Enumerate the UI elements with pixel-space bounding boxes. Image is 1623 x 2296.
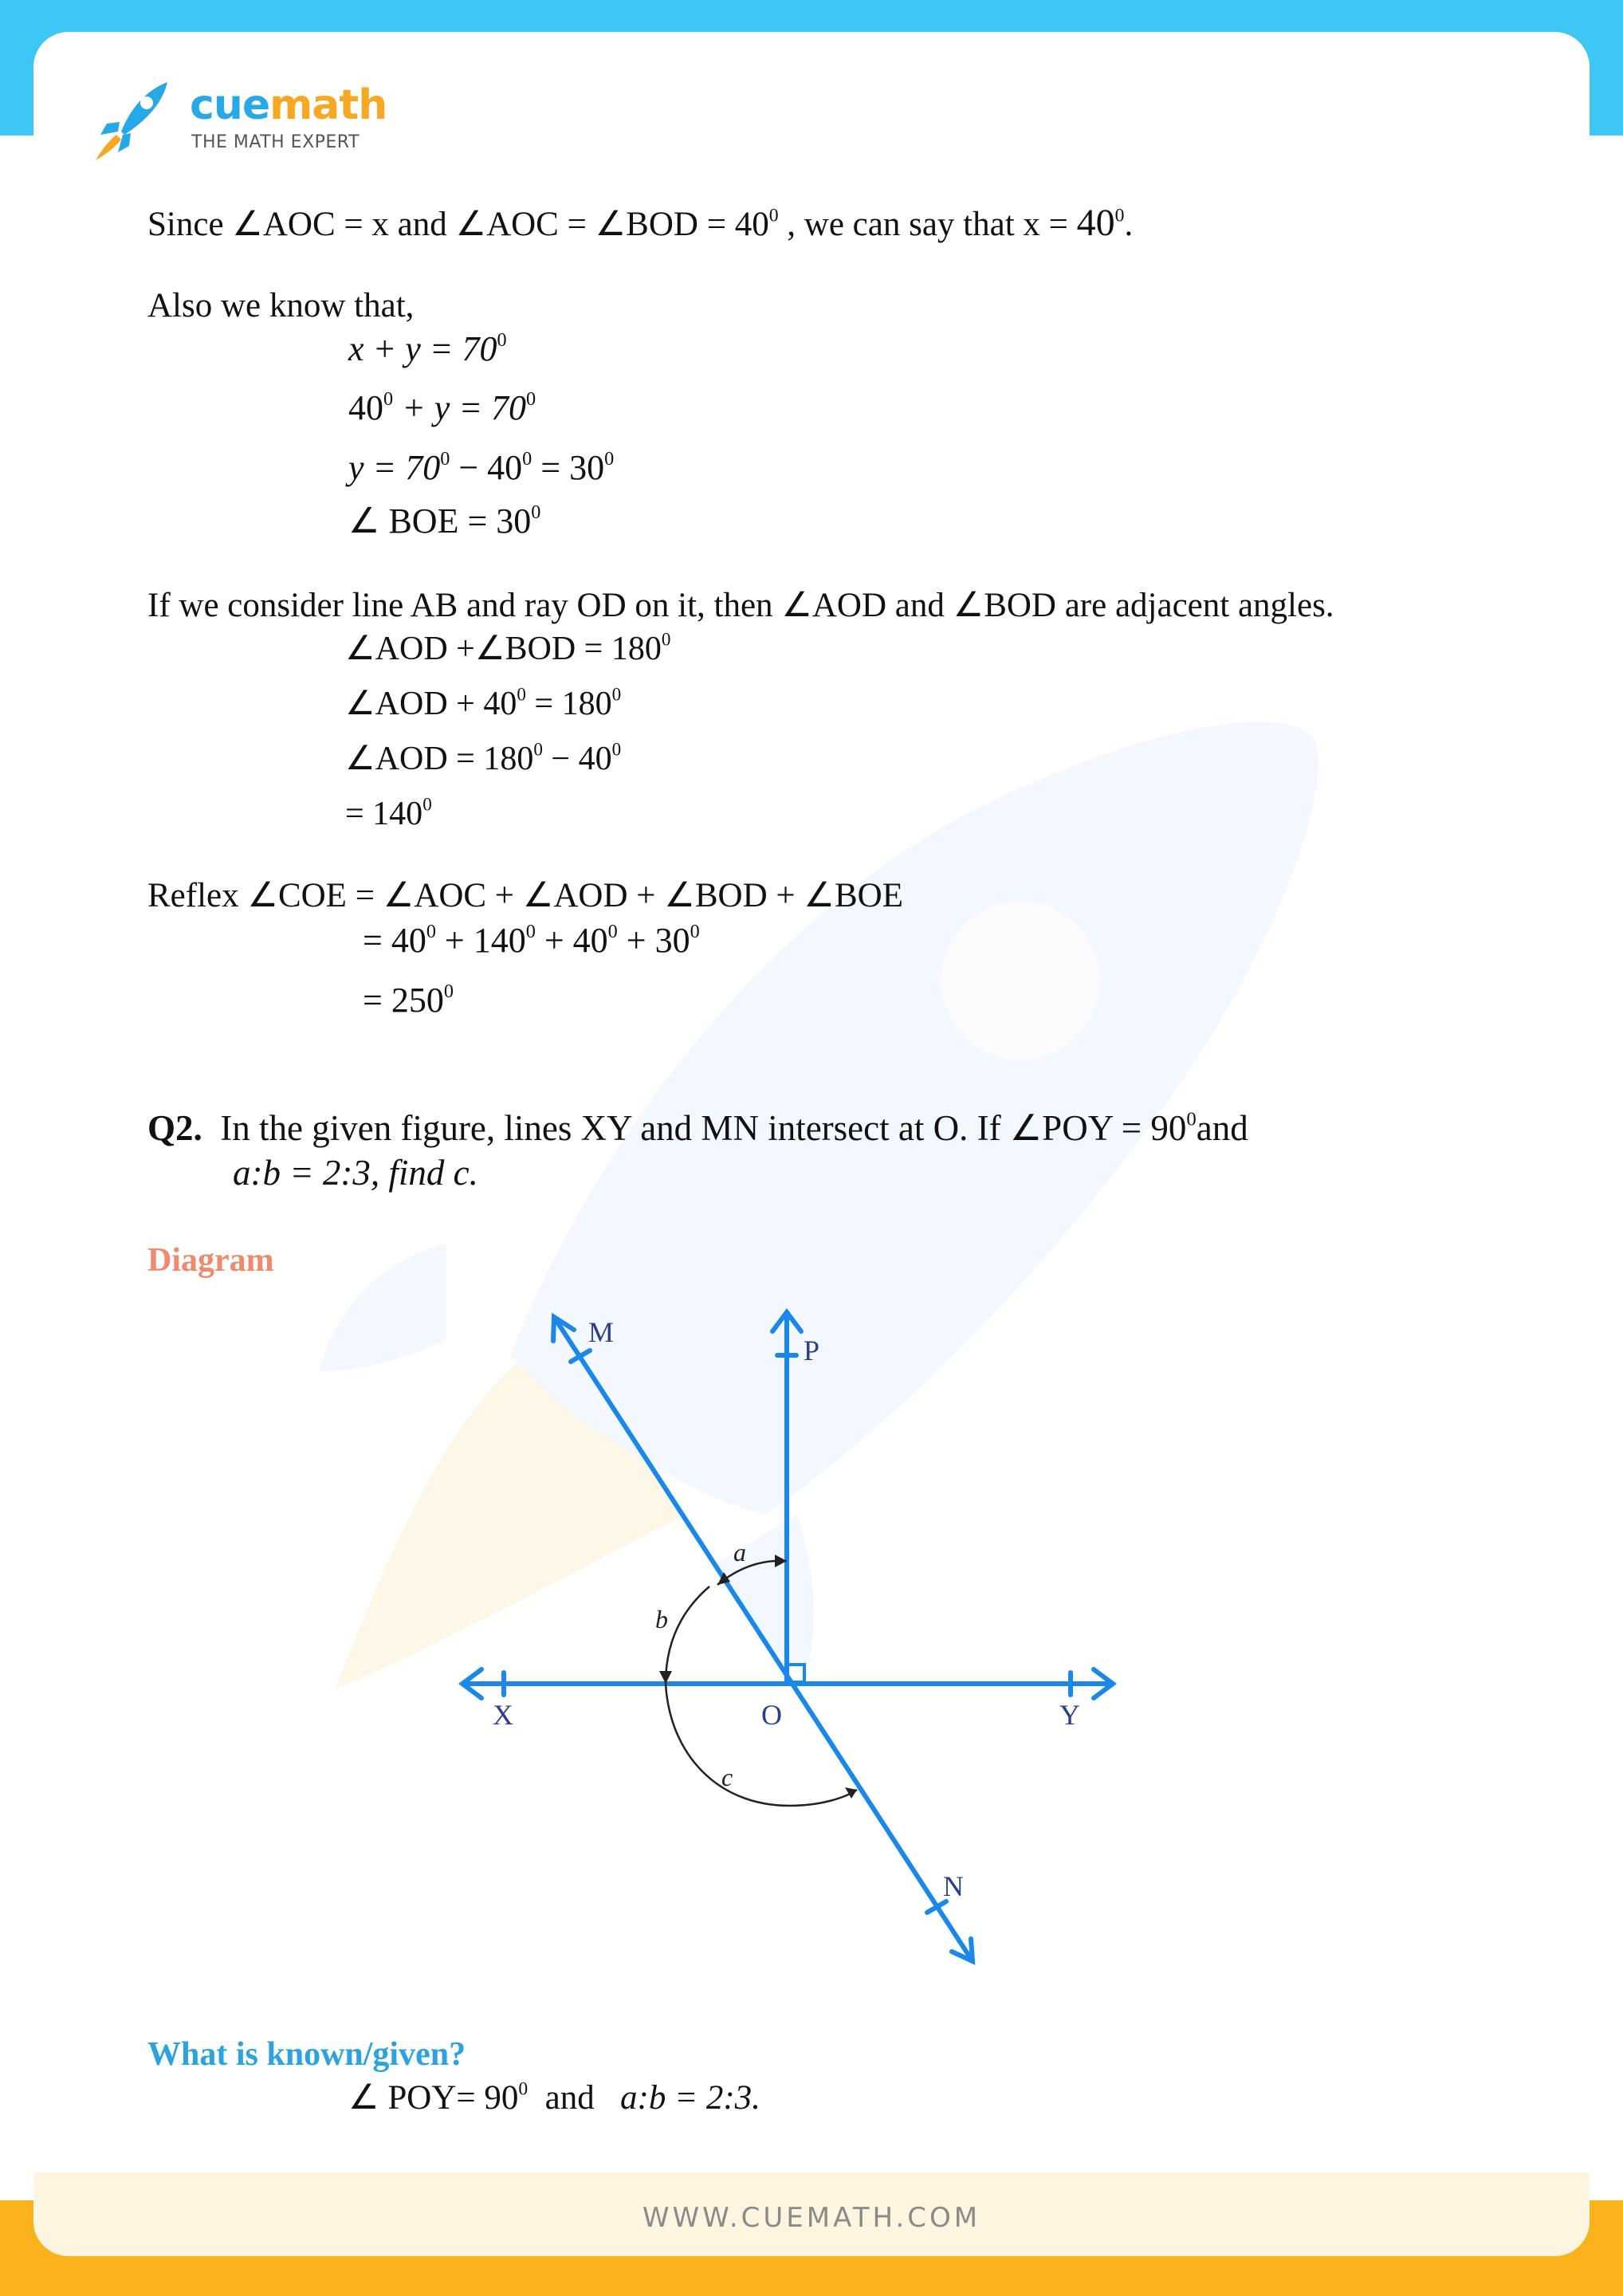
brand-tagline: THE MATH EXPERT: [191, 132, 360, 152]
angle-symbol-icon: ∠: [953, 587, 984, 624]
line-mn: [554, 1317, 973, 1961]
equation-2: $40^0 + y = 70^0$: [348, 387, 536, 427]
reflex-line: Reflex ∠COE = ∠AOC + ∠AOD + ∠BOD + ∠BOE: [147, 877, 903, 914]
equation-6: ∠AOD + $40^0 = 180^0$: [345, 683, 622, 722]
angle-symbol-icon: ∠: [345, 741, 375, 777]
label-y: Y: [1059, 1699, 1080, 1731]
question-line-1: Q2. In the given figure, lines XY and MN intersect at O. If ∠POY = $90^0and$: [147, 1108, 1248, 1148]
question-line-2: a:b = 2:3, find c.: [233, 1153, 478, 1193]
angle-symbol-icon: ∠: [383, 877, 415, 914]
known-heading: What is known/given?: [147, 2036, 466, 2073]
equation-8: = $140^0$: [345, 793, 432, 832]
angle-symbol-icon: ∠: [474, 631, 505, 667]
angle-symbol-icon: ∠: [345, 631, 375, 667]
label-p: P: [804, 1335, 820, 1366]
angle-symbol-icon: ∠: [348, 2079, 379, 2117]
footer-url[interactable]: WWW.CUEMATH.COM: [642, 2202, 981, 2234]
label-b: b: [655, 1605, 668, 1634]
arc-c-arrow-icon: [845, 1787, 857, 1799]
also-text: Also we know that,: [147, 287, 415, 324]
equation-1: $x + y = 70^0$: [348, 328, 507, 368]
angle-symbol-icon: ∠: [345, 686, 375, 722]
known-line: ∠ $POY= 90^0$ and a:b = 2:3.: [348, 2078, 760, 2117]
angle-symbol-icon: ∠: [455, 206, 487, 243]
arc-b: [666, 1586, 709, 1684]
angle-symbol-icon: ∠: [522, 877, 554, 914]
angle-symbol-icon: ∠: [1009, 1108, 1043, 1148]
label-a: a: [733, 1538, 746, 1567]
angle-symbol-icon: ∠: [781, 587, 812, 624]
angle-symbol-icon: ∠: [348, 501, 380, 541]
equation-9: = $40^0 + 140^0 + 40^0 + 30^0$: [363, 920, 700, 960]
equation-7: ∠AOD = $180^0 - 40^0$: [345, 738, 622, 777]
angle-symbol-icon: ∠: [247, 877, 278, 914]
equation-3: $y = 70^0 - 40^0 = 30^0$: [348, 447, 615, 487]
equation-10: = $250^0$: [363, 980, 454, 1020]
label-m: M: [588, 1316, 615, 1348]
label-c: c: [721, 1763, 733, 1791]
label-x: X: [493, 1699, 513, 1731]
angle-symbol-icon: ∠: [232, 206, 263, 243]
label-n: N: [943, 1870, 964, 1902]
question-number: Q2.: [147, 1108, 202, 1148]
brand-name: cuemath: [190, 81, 387, 129]
solution-line-1: Since ∠AOC = x and ∠AOC = ∠BOD = $40^0$ , we can say that $x = 40^0$.: [147, 202, 1134, 244]
angle-symbol-icon: ∠: [664, 877, 695, 914]
angle-symbol-icon: ∠: [595, 206, 627, 243]
equation-5: ∠AOD +∠BOD = $180^0$: [345, 628, 671, 667]
equation-4: ∠ BOE = $30^0$: [348, 501, 541, 541]
angle-symbol-icon: ∠: [804, 877, 835, 914]
label-o: O: [761, 1699, 782, 1731]
consider-line: If we consider line AB and ray OD on it, then ∠AOD and ∠BOD are adjacent angles.: [147, 587, 1334, 624]
diagram-heading: Diagram: [147, 1242, 274, 1279]
